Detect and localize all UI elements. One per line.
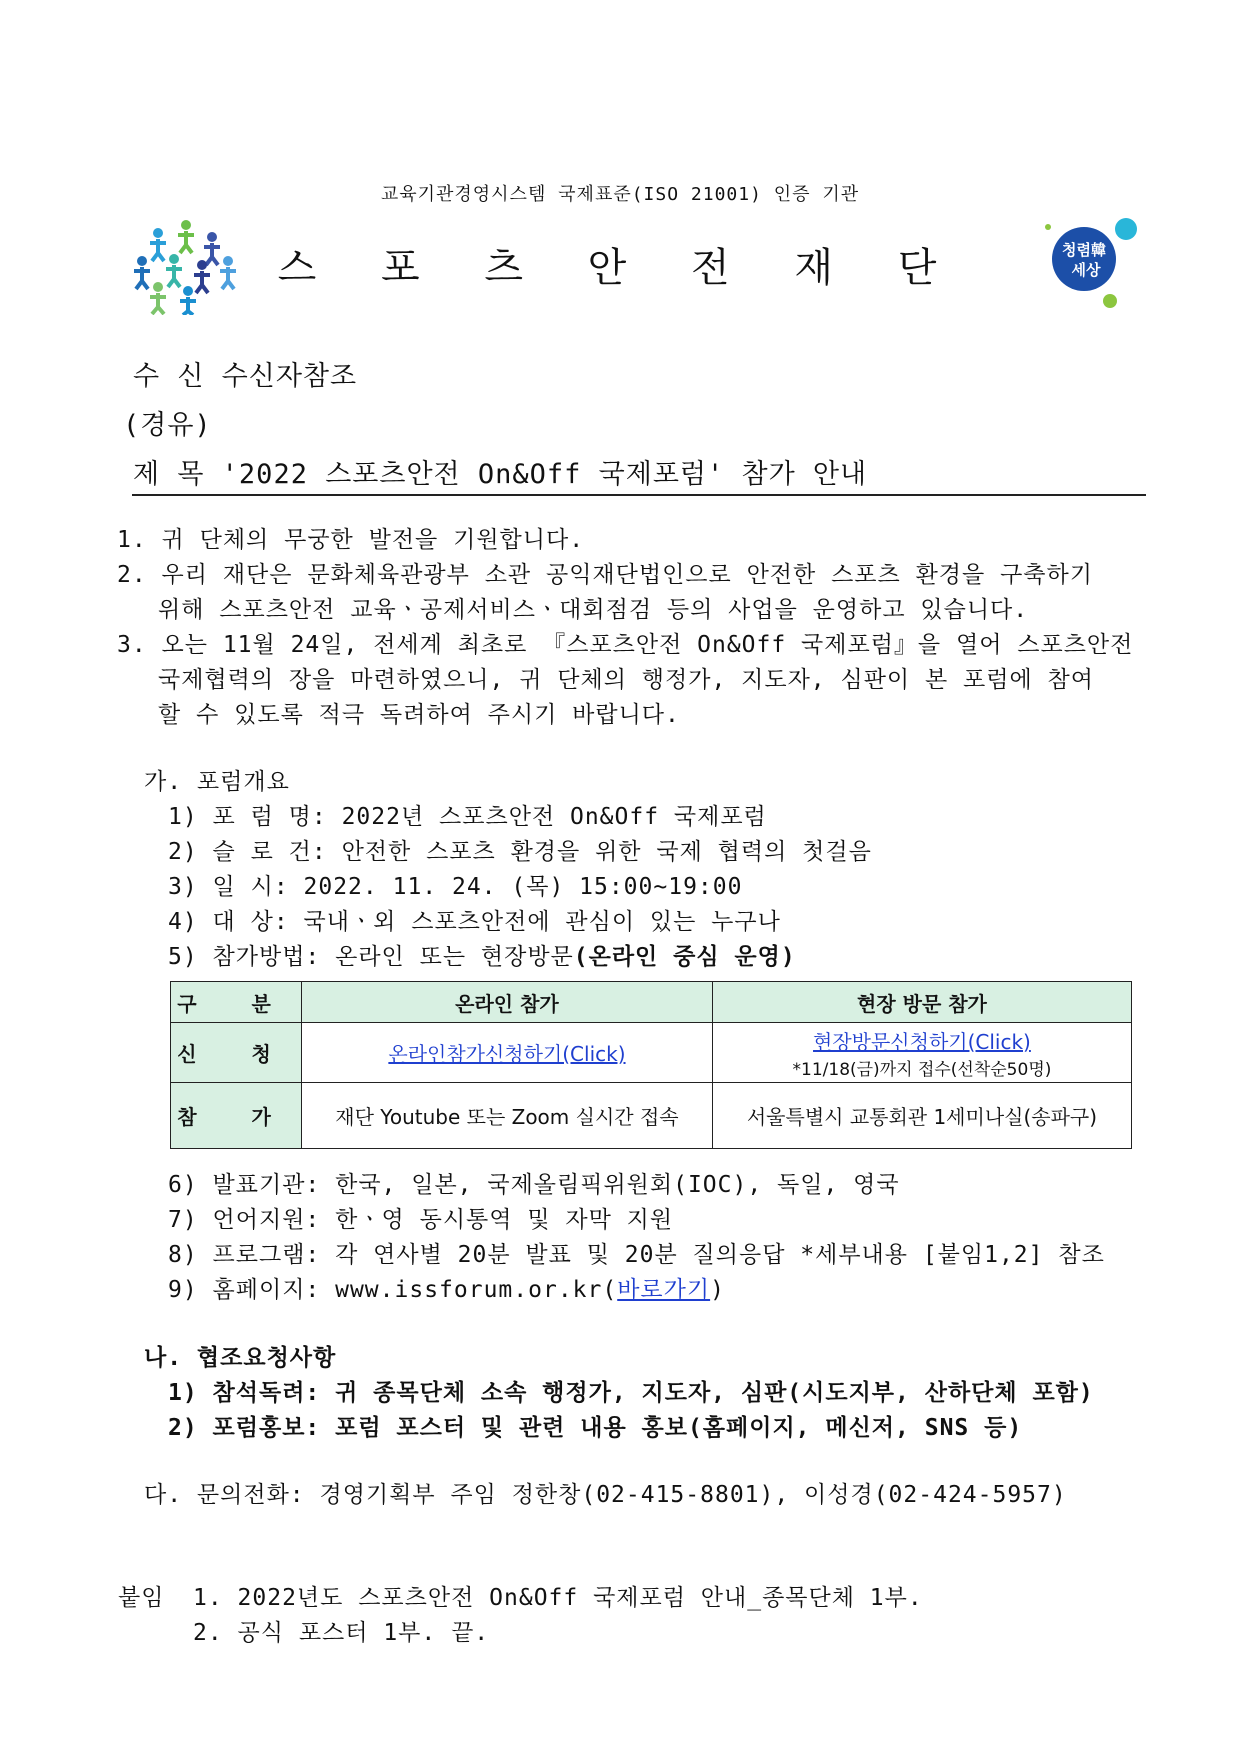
svg-text:세상: 세상 [1071, 261, 1101, 279]
table-header-onsite: 현장 방문 참가 [712, 982, 1131, 1023]
section-b-item-2: 2) 포럼홍보: 포럼 포스터 및 관련 내용 홍보(홈페이지, 메신저, SNS 등) [168, 1415, 1023, 1441]
homepage-link[interactable]: 바로가기 [617, 1277, 711, 1303]
item-5-emphasis: (온라인 중심 운영) [573, 944, 796, 970]
row-head-participate: 참 가 [171, 1083, 302, 1149]
onsite-apply-note: *11/18(금)까지 접수(선착순50명) [792, 1059, 1052, 1080]
section-a-item-9 [168, 1271, 725, 1304]
cyan-dot-icon [1115, 218, 1137, 240]
table-row-participate [171, 1083, 1132, 1149]
paragraph-3-line-1: 3. 오는 11월 24일, 전세계 최초로 『스포츠안전 On&Off 국제포럼』을 열어 스포츠안전 [117, 632, 1134, 658]
attachment-item-2: 2. 공식 포스터 1부. 끝. [193, 1620, 490, 1646]
item-5-text: 5) 참가방법: 온라인 또는 현장방문 [168, 944, 574, 970]
participation-table [170, 981, 1132, 1149]
section-a-item-3: 3) 일 시: 2022. 11. 24. (목) 15:00~19:00 [168, 874, 743, 900]
paragraph-3-line-3: 할 수 있도록 적극 독려하여 주시기 바랍니다. [158, 702, 680, 728]
section-b-title: 나. 협조요청사항 [144, 1345, 337, 1371]
homepage-suffix: ) [710, 1277, 725, 1303]
section-a-title: 가. 포럼개요 [144, 769, 290, 795]
onsite-participate-cell: 서울특별시 교통회관 1세미나실(송파구) [712, 1083, 1131, 1149]
integrity-logo [1040, 215, 1150, 315]
green-dot-icon [1103, 294, 1117, 308]
organization-name: 스 포 츠 안 전 재 단 [277, 245, 963, 291]
paragraph-2-line-2: 위해 스포츠안전 교육ㆍ공제서비스ㆍ대회점검 등의 사업을 운영하고 있습니다. [158, 597, 1029, 623]
certification-text: 교육기관경영시스템 국제표준(ISO 21001) 인증 기관 [380, 184, 860, 205]
homepage-text: 9) 홈페이지: www.issforum.or.kr( [168, 1277, 618, 1303]
section-a-item-4: 4) 대 상: 국내ㆍ외 스포츠안전에 관심이 있는 누구나 [168, 909, 781, 935]
table-header-row [171, 982, 1132, 1023]
via-line: (경유) [123, 410, 212, 441]
section-a-item-6: 6) 발표기관: 한국, 일본, 국제올림픽위원회(IOC), 독일, 영국 [168, 1172, 900, 1198]
table-row-apply [171, 1023, 1132, 1083]
attachment-item-1: 1. 2022년도 스포츠안전 On&Off 국제포럼 안내_종목단체 1부. [193, 1585, 923, 1611]
section-a-item-1: 1) 포 럼 명: 2022년 스포츠안전 On&Off 국제포럼 [168, 804, 767, 830]
integrity-logo-circle-icon [1052, 227, 1116, 291]
table-header-category: 구 분 [171, 982, 302, 1023]
row-head-apply: 신 청 [171, 1023, 302, 1083]
paragraph-1: 1. 귀 단체의 무궁한 발전을 기원합니다. [117, 527, 585, 553]
section-a-item-7: 7) 언어지원: 한ㆍ영 동시통역 및 자막 지원 [168, 1207, 674, 1233]
section-a-item-8: 8) 프로그램: 각 연사별 20분 발표 및 20분 질의응답 *세부내용 [붙임1,2] 참조 [168, 1242, 1105, 1268]
section-a-item-2: 2) 슬 로 건: 안전한 스포츠 환경을 위한 국제 협력의 첫걸음 [168, 839, 872, 865]
onsite-apply-link[interactable]: 현장방문신청하기(Click) [813, 1029, 1031, 1054]
subject-line: 제 목 '2022 스포츠안전 On&Off 국제포럼' 참가 안내 [133, 459, 868, 490]
section-a-item-5 [168, 938, 796, 971]
paragraph-2-line-1: 2. 우리 재단은 문화체육관광부 소관 공익재단법인으로 안전한 스포츠 환경을 구축하기 [117, 562, 1093, 588]
divider-rule [132, 494, 1146, 496]
paragraph-3-line-2: 국제협력의 장을 마련하였으니, 귀 단체의 행정가, 지도자, 심판이 본 포럼에 참여 [158, 667, 1094, 693]
section-b-item-1: 1) 참석독려: 귀 종목단체 소속 행정가, 지도자, 심판(시도지부, 산하단체 포함) [168, 1380, 1094, 1406]
attachment-label: 붙임 [118, 1585, 165, 1611]
onsite-apply-cell [712, 1023, 1131, 1083]
svg-text:청렴韓: 청렴韓 [1062, 241, 1106, 259]
online-participate-cell: 재단 Youtube 또는 Zoom 실시간 접속 [302, 1083, 713, 1149]
small-dot-icon [1045, 224, 1051, 230]
table-header-online: 온라인 참가 [302, 982, 713, 1023]
online-apply-link[interactable]: 온라인참가신청하기(Click) [388, 1042, 626, 1066]
online-apply-cell [302, 1023, 713, 1083]
section-c-contact: 다. 문의전화: 경영기획부 주임 정한창(02-415-8801), 이성경(02-424-5957) [144, 1482, 1067, 1508]
recipient-line: 수 신 수신자참조 [133, 361, 358, 392]
